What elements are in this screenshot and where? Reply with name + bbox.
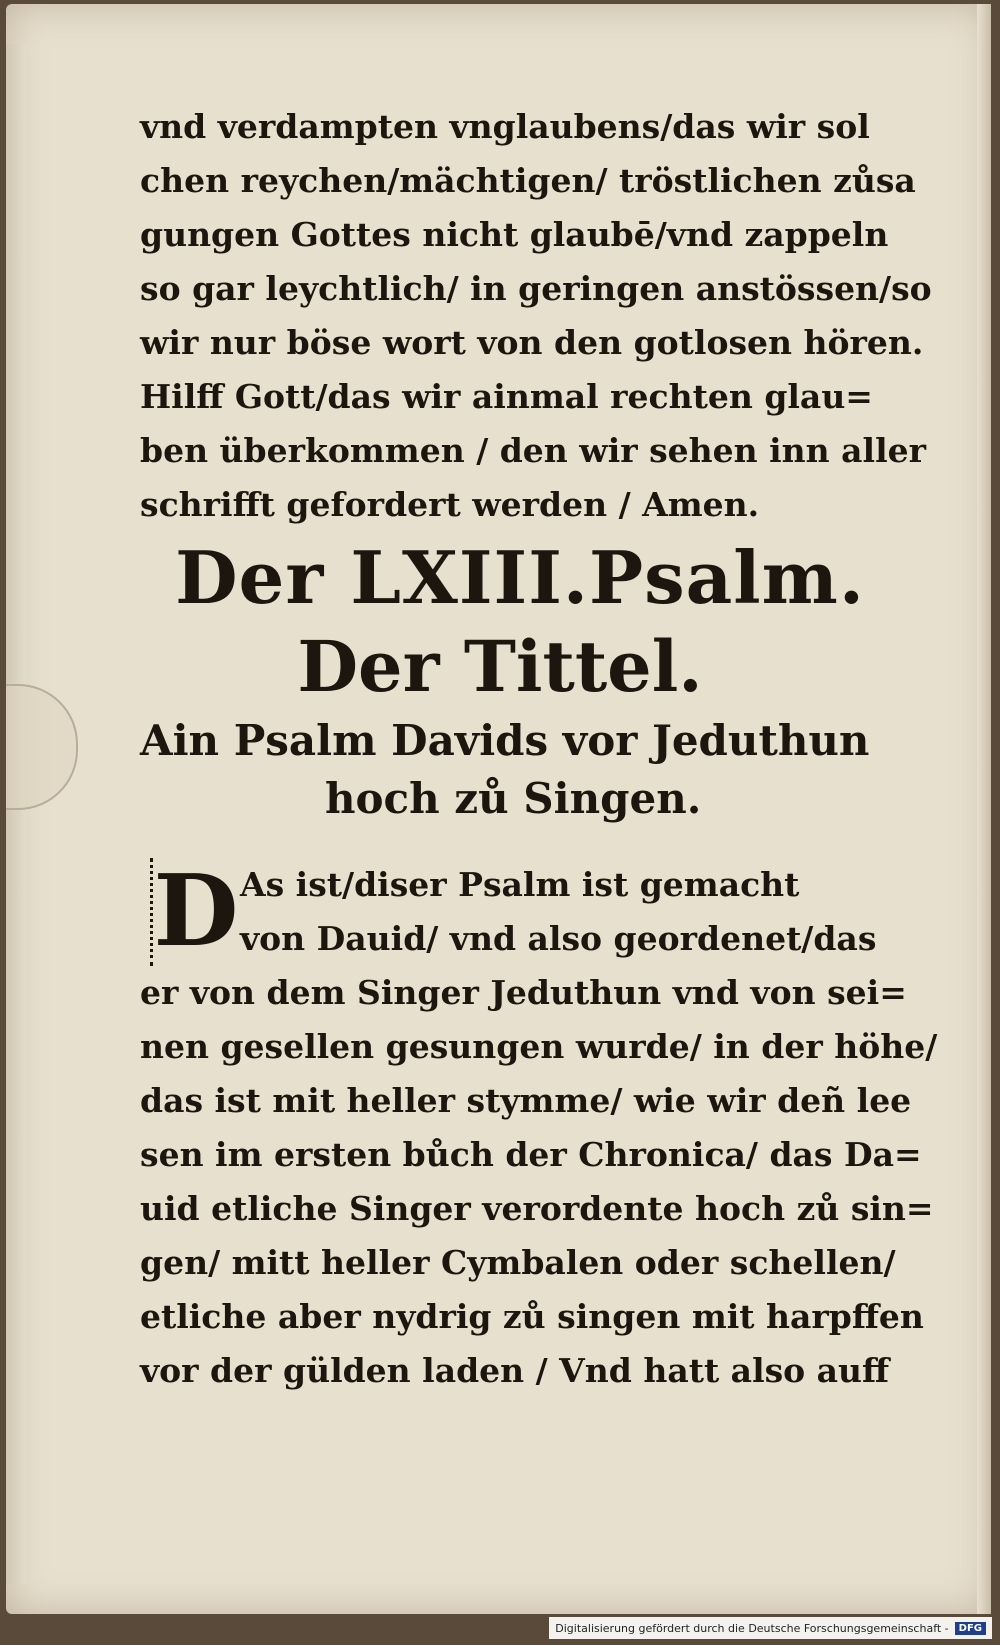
subtitle-line: Ain Psalm Davids vor Jeduthun <box>140 716 870 765</box>
drop-cap-initial: D <box>150 858 239 966</box>
footer-credit-text: Digitalisierung gefördert durch die Deutsche Forschungsgemeinschaft - <box>555 1621 949 1635</box>
psalm-subtitle <box>140 712 940 828</box>
text-line: schrifft gefordert werden / Amen. <box>140 485 760 524</box>
text-line: so gar leychtlich/ in geringen anstössen/so <box>140 269 932 308</box>
dfg-logo-icon: DFG <box>955 1622 986 1635</box>
text-line: gen/ mitt heller Cymbalen oder schellen/ <box>140 1243 896 1282</box>
page-leaf-edge <box>6 44 26 1584</box>
text-line: uid etliche Singer verordente hoch zů sin= <box>140 1189 934 1228</box>
text-line: Hilff Gott/das wir ainmal rechten glau= <box>140 377 873 416</box>
tittel-heading: Der Tittel. <box>297 625 703 708</box>
text-line: sen im ersten bůch der Chronica/ das Da= <box>140 1135 922 1174</box>
text-line: As ist/diser Psalm ist gemacht <box>240 865 800 904</box>
text-line: das ist mit heller stymme/ wie wir deñ lee <box>140 1081 912 1120</box>
digitization-footer <box>549 1617 992 1639</box>
text-line: nen gesellen gesungen wurde/ in der höhe/ <box>140 1027 938 1066</box>
text-line: vor der gülden laden / Vnd hatt also auff <box>140 1351 890 1390</box>
text-line: etliche aber nydrig zů singen mit harpffen <box>140 1297 924 1336</box>
page-fold-shadow <box>977 4 991 1614</box>
subtitle-line: hoch zů Singen. <box>325 774 702 823</box>
text-line: vnd verdampten vnglaubens/das wir sol <box>140 107 870 146</box>
text-line: er von dem Singer Jeduthun vnd von sei= <box>140 973 907 1012</box>
text-line: von Dauid/ vnd also geordenet/das <box>240 919 877 958</box>
text-line: wir nur böse wort von den gotlosen hören. <box>140 323 924 362</box>
psalm-heading: Der LXIII.Psalm. <box>175 535 865 620</box>
text-line: chen reychen/mächtigen/ tröstlichen zůsa <box>140 161 916 200</box>
text-line: gungen Gottes nicht glaubē/vnd zappeln <box>140 215 889 254</box>
text-line: ben überkommen / den wir sehen inn aller <box>140 431 926 470</box>
top-text-block <box>140 100 940 532</box>
body-text-block <box>140 858 940 1398</box>
